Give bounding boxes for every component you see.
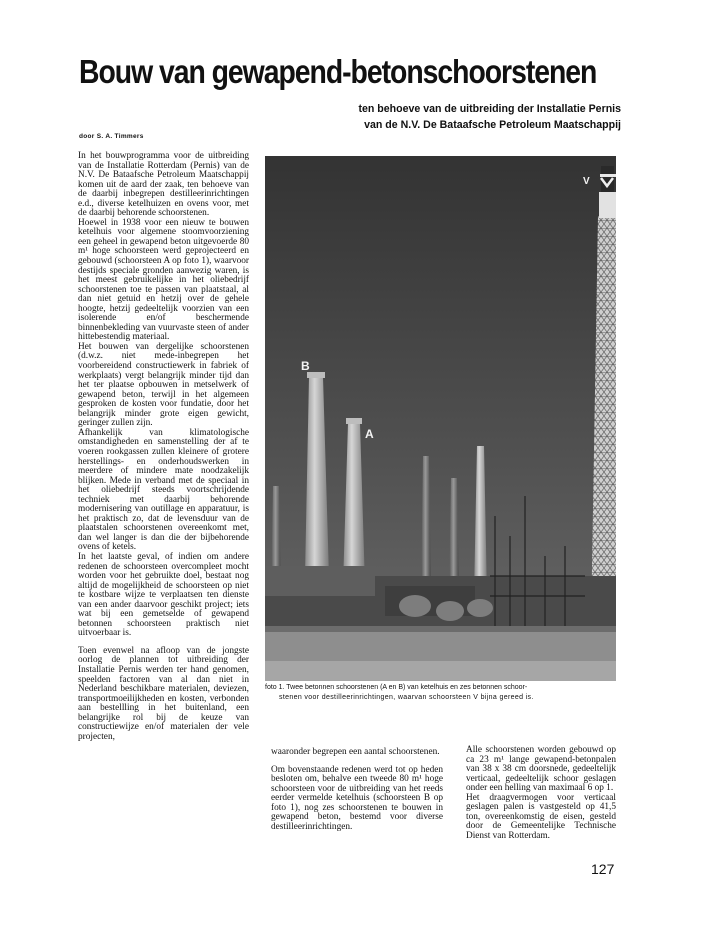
byline: door S. A. Timmers <box>79 133 144 140</box>
page-number: 127 <box>591 861 615 877</box>
body-column-left <box>78 152 249 742</box>
label-a: A <box>365 427 374 441</box>
chimney-photo-illustration <box>265 156 616 681</box>
label-b: B <box>301 359 310 373</box>
body-column-middle <box>271 748 443 832</box>
paragraph: Hoewel in 1938 voor een nieuw te bouwen ketelhuis voor algemene stoomvoorziening een geheel in gewapend beton uitgevoerde 80 m¹ hoge schoorsteen werd geprojecteerd en gebouwd (schoorsteen A op foto 1), waarvoor destijds speciale gronden aanwezig waren, is het meest gebruikelijke in het oliebedrijf schoorstenen toe te passen van plaatstaal, al dan niet getuid en hetzij over de gehele hoogte, hetzij gedeeltelijk voorzien van een isolerende en/of beschermende binnenbekleding van vuurvaste steen of ander hittebestendig materiaal. <box>78 217 249 343</box>
photo-chimneys <box>265 156 616 681</box>
paragraph: In het laatste geval, of indien om andere redenen de schoorsteen overcompleet mocht worden voor het gebruikte doel, bestaat nog altijd de mogelijkheid de schoorsteen op niet te kostbare wijze te verplaatsen ten dienste van een ander daarvoor geschikt project; iets wat bij een gemetselde of gewapend betonnen schoorsteen praktisch niet uitvoerbaar is. <box>78 551 249 639</box>
photo-caption <box>265 683 625 702</box>
paragraph: In het bouwprogramma voor de uitbreiding van de Installatie Rotterdam (Pernis) van de N.V. De Bataafsche Petroleum Maatschappij komen uit de aard der zaak, ten behoeve van de daarbij inbegrepen destilleerinrichtingen e.d., diverse ketelhuizen en ovens voor, met de daarbij behorende schoorstenen. <box>78 151 249 219</box>
paragraph: Toen evenwel na afloop van de jongste oorlog de plannen tot uitbreiding der Installatie Pernis werden ter hand genomen, speelden factoren van al dan niet in Nederland beschikbare materialen, deviezen, transportmoeilijkheden en kosten, verbonden aan bestellling in het buitenland, een belangrijke rol bij de keuze van constructiewijze en/of materialen der vele projecten, <box>78 645 249 742</box>
paragraph: Alle schoorstenen worden gebouwd op ca 23 m¹ lange gewapend-betonpalen van 38 x 38 cm doorsnede, gedeeltelijk verticaal, gedeeltelijk schoor geslagen onder een helling van maximaal 6 op 1. <box>466 745 616 794</box>
article-title: Bouw van gewapend-betonschoorstenen <box>79 53 597 90</box>
caption-line-2: stenen voor destilleerinrichtingen, waarvan schoorsteen V bijna gereed is. <box>279 693 534 701</box>
paragraph: Afhankelijk van klimatologische omstandigheden en samenstelling der af te voeren rookgassen zullen kleinere of grotere herstellings- en onderhoudswerken in meerdere of mindere mate noodzakelijk blijken. Mede in verband met de speciaal in het oliebedrijf steeds voortschrijdende techniek met daarbij behorende modernisering van outillage en apparatuur, is het praktisch zo, dat de levensduur van de plaatstalen schoorstenen overeenkomt met, dan wel langer is dan die der bijbehorende ovens of ketels. <box>78 427 249 553</box>
article-subtitle <box>358 102 621 133</box>
label-v: V <box>583 176 590 187</box>
paragraph: Om bovenstaande redenen werd tot op heden besloten om, behalve een tweede 80 m¹ hoge schoorsteen voor de uitbreiding van het reeds eerder vermelde ketelhuis (schoorsteen B op foto 1), nog zes schoorstenen te bouwen in gewapend beton, bestemd voor diverse destilleerinrichtingen. <box>271 764 443 832</box>
body-column-right <box>466 746 616 841</box>
paragraph: Het draagvermogen voor verticaal geslagen palen is vastgesteld op 41,5 ton, overeenkomstig de eisen, gesteld door de Gemeentelijke Technische Dienst van Rotterdam. <box>466 792 616 841</box>
subtitle-line-2: van de N.V. De Bataafsche Petroleum Maatschappij <box>364 118 621 131</box>
paragraph: Het bouwen van dergelijke schoorstenen (d.w.z. niet mede-inbegrepen het voorbereidend constructiewerk in fabriek of werkplaats) vergt belangrijk minder tijd dan het ter plaatse opbouwen in metselwerk of gewapend beton, terwijl in het algemeen gesproken de kosten voor fundatie, door het belangrijk minder grote eigen gewicht, geringer zullen zijn. <box>78 341 249 429</box>
caption-line-1: foto 1. Twee betonnen schoorstenen (A en B) van ketelhuis en zes betonnen schoor- <box>265 684 528 691</box>
subtitle-line-1: ten behoeve van de uitbreiding der Installatie Pernis <box>358 103 621 115</box>
paragraph: waaronder begrepen een aantal schoorstenen. <box>271 747 440 757</box>
